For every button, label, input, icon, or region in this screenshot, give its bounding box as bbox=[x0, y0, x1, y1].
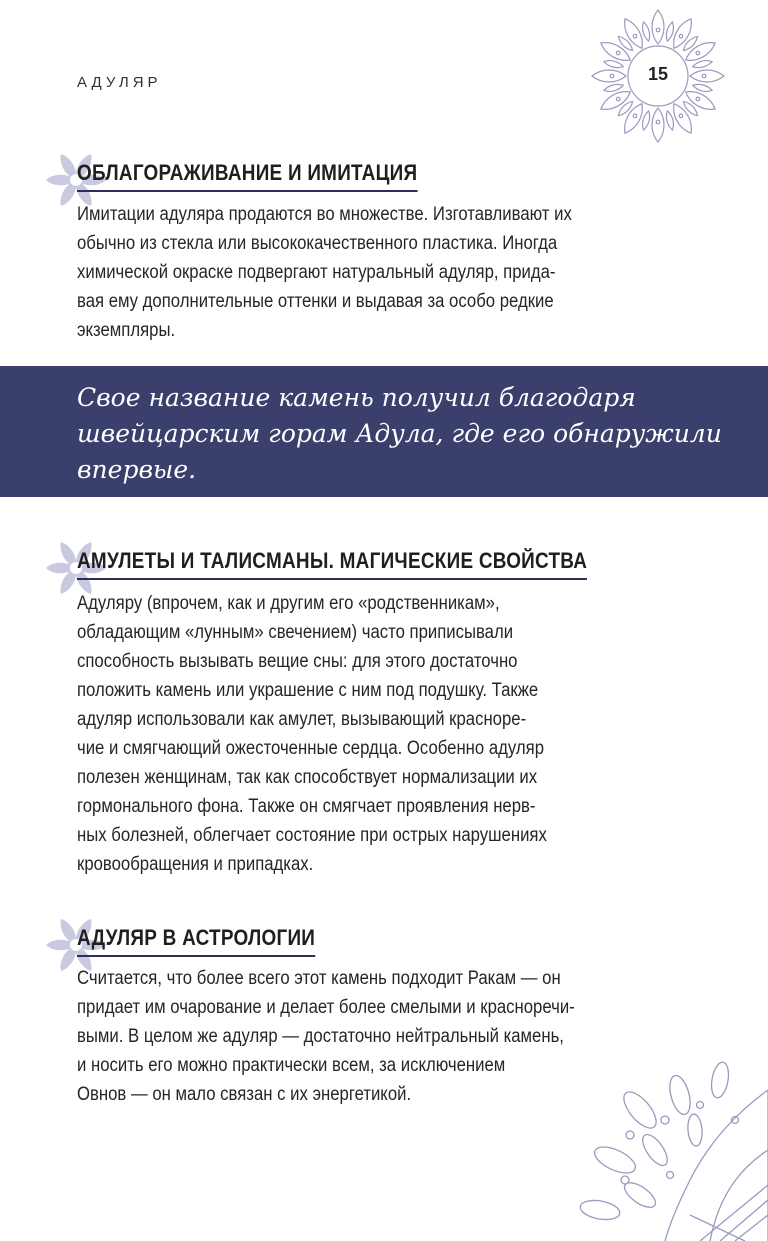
text-line: вая ему дополнительные оттенки и выдавая за особо редкие bbox=[77, 291, 554, 312]
quote-band bbox=[0, 366, 768, 497]
quote-line: швейцарским горам Адула, где его обнаружили bbox=[77, 419, 722, 448]
section-amulets bbox=[0, 546, 768, 879]
text-line: Овнов — он мало связан с их энергетикой. bbox=[77, 1084, 412, 1105]
text-line: Имитации адуляра продаются во множестве. Изготавливают их bbox=[77, 204, 572, 225]
page-number: 15 bbox=[647, 64, 669, 84]
text-line: химической окраске подвергают натуральный адуляр, прида- bbox=[77, 262, 556, 283]
section-body bbox=[77, 589, 693, 879]
section-body bbox=[77, 200, 693, 345]
text-line: полезен женщинам, так как способствует нормализации их bbox=[77, 767, 538, 788]
running-head: АДУЛЯР bbox=[77, 74, 162, 91]
text-line: Адуляру (впрочем, как и другим его «родственникам», bbox=[77, 593, 500, 614]
text-line: придает им очарование и делает более смелыми и красноречи- bbox=[77, 997, 575, 1018]
section-imitation bbox=[0, 158, 768, 345]
text-line: способность вызывать вещие сны: для этого достаточно bbox=[77, 651, 518, 672]
quote-line: впервые. bbox=[77, 455, 197, 484]
text-line: адуляр использовали как амулет, вызывающий красноре- bbox=[77, 709, 527, 730]
corner-ornament-icon bbox=[570, 1050, 768, 1241]
text-line: обычно из стекла или высококачественного пластика. Иногда bbox=[77, 233, 558, 254]
text-line: Считается, что более всего этот камень подходит Ракам — он bbox=[77, 968, 561, 989]
text-line: выми. В целом же адуляр — достаточно нейтральный камень, bbox=[77, 1026, 564, 1047]
section-heading: АДУЛЯР В АСТРОЛОГИИ bbox=[77, 925, 315, 957]
quote-text bbox=[77, 380, 757, 488]
quote-line: Свое название камень получил благодаря bbox=[77, 383, 636, 412]
text-line: обладающим «лунным» свечением) часто приписывали bbox=[77, 622, 514, 643]
text-line: положить камень или украшение с ним под подушку. Также bbox=[77, 680, 539, 701]
text-line: экземпляры. bbox=[77, 320, 176, 341]
text-line: кровообращения и припадках. bbox=[77, 854, 314, 875]
text-line: гормонального фона. Также он смягчает проявления нерв- bbox=[77, 796, 536, 817]
text-line: ных болезней, облегчает состояние при острых нарушениях bbox=[77, 825, 547, 846]
text-line: и носить его можно практически всем, за исключением bbox=[77, 1055, 506, 1076]
text-line: чие и смягчающий ожесточенные сердца. Особенно адуляр bbox=[77, 738, 545, 759]
section-heading: ОБЛАГОРАЖИВАНИЕ И ИМИТАЦИЯ bbox=[77, 160, 417, 192]
section-heading: АМУЛЕТЫ И ТАЛИСМАНЫ. МАГИЧЕСКИЕ СВОЙСТВА bbox=[77, 548, 587, 580]
